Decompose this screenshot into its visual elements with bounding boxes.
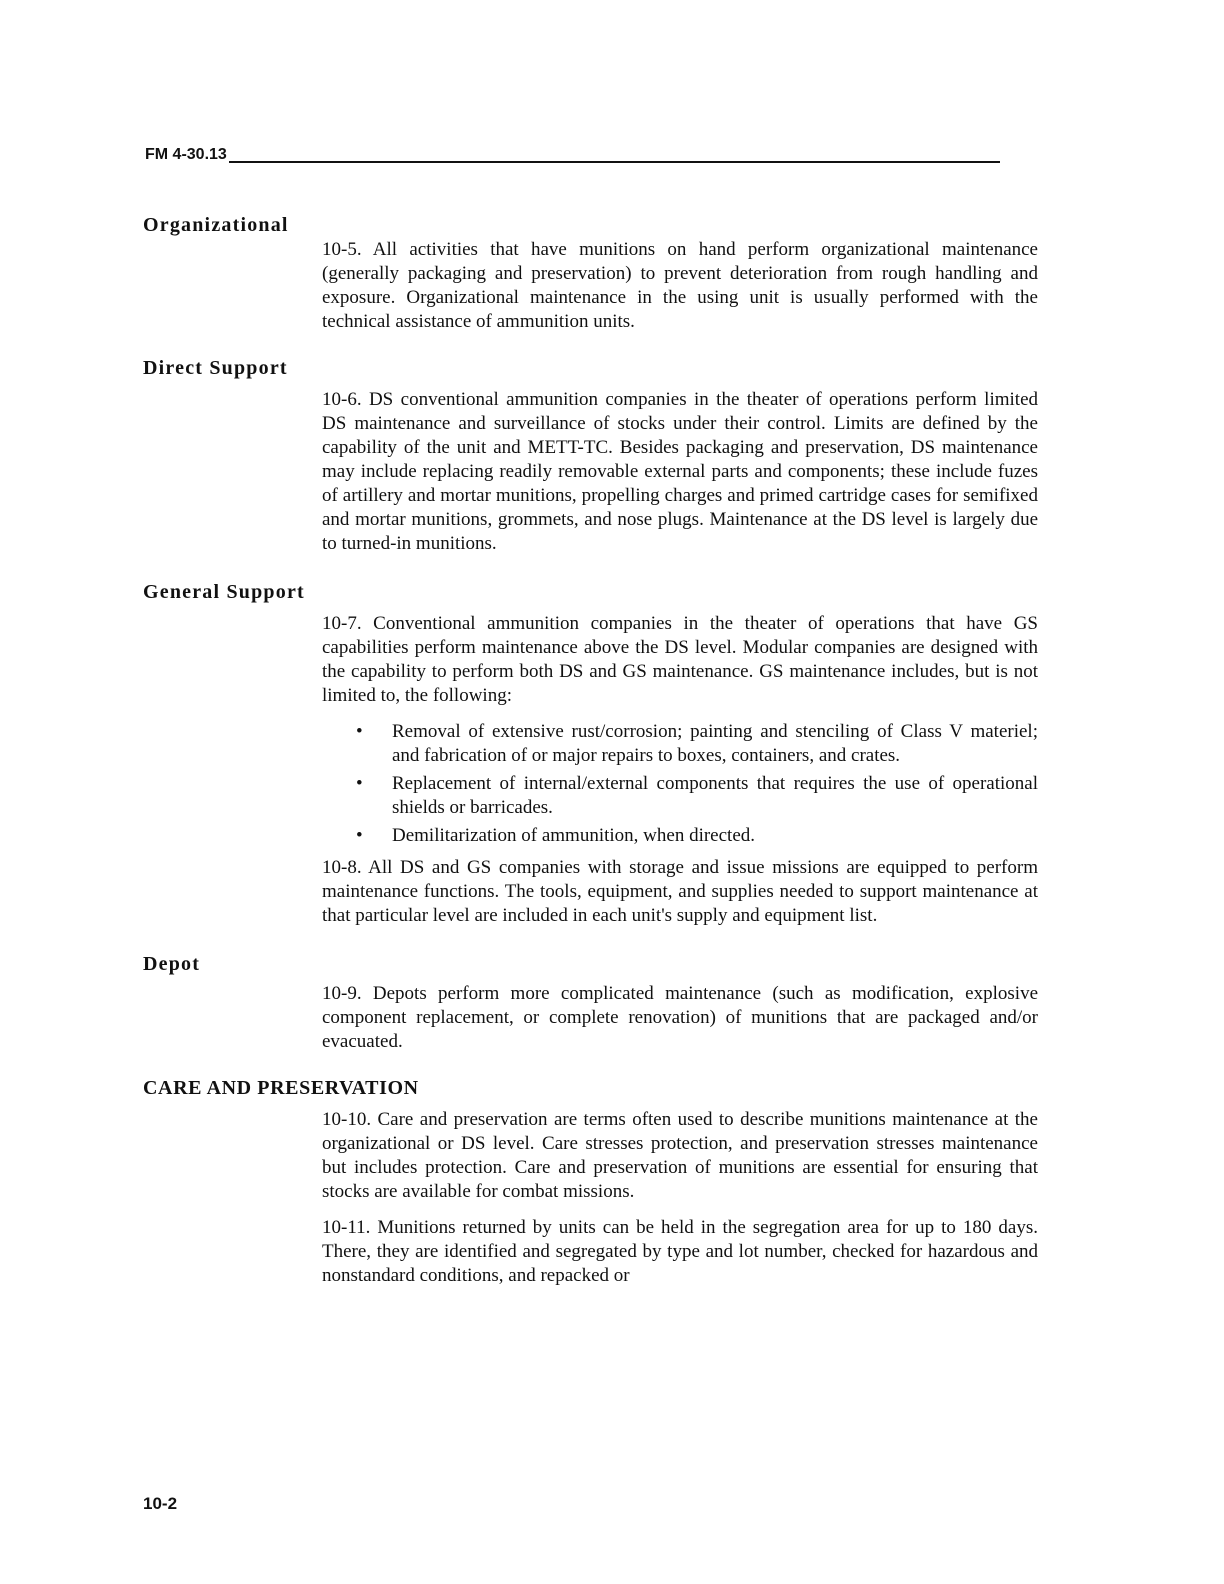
- section-heading-depot: Depot: [143, 953, 201, 975]
- section-heading-general-support: General Support: [143, 581, 305, 603]
- section-heading-care-and-preservation: CARE AND PRESERVATION: [143, 1077, 419, 1099]
- bullet-icon: •: [356, 773, 363, 794]
- bullet-icon: •: [356, 825, 363, 846]
- list-item-text: Demilitarization of ammunition, when directed.: [392, 825, 756, 846]
- header-rule: [229, 161, 1000, 163]
- paragraph-10-8: 10-8. All DS and GS companies with storage and issue missions are equipped to perform maintenance functions. The tools, equipment, and supplies needed to support maintenance at that particular level are included in each unit's supply and equipment list.: [322, 857, 1038, 926]
- paragraph-10-11: 10-11. Munitions returned by units can be held in the segregation area for up to 180 days. There, they are identified and segregated by type and lot number, checked for hazardous and nonstandard conditions, and repacked or: [322, 1217, 1038, 1286]
- list-item-text: Replacement of internal/external components that requires the use of operational shields or barricades.: [392, 773, 1038, 818]
- section-heading-organizational: Organizational: [143, 214, 289, 236]
- running-header: [145, 144, 1000, 164]
- list-item: [322, 772, 1038, 820]
- paragraph-10-9: 10-9. Depots perform more complicated maintenance (such as modification, explosive component replacement, or complete renovation) of munitions that are packaged and/or evacuated.: [322, 983, 1038, 1052]
- paragraph-10-10: 10-10. Care and preservation are terms often used to describe munitions maintenance at the organizational or DS level. Care stresses protection, and preservation stresses maintenance but includes protection. Care and preservation of munitions are essential for ensuring that stocks are available for combat missions.: [322, 1109, 1038, 1202]
- list-item-text: Removal of extensive rust/corrosion; painting and stenciling of Class V materiel; and fabrication of or major repairs to boxes, containers, and crates.: [392, 721, 1038, 766]
- paragraph-10-5: 10-5. All activities that have munitions on hand perform organizational maintenance (generally packaging and preservation) to prevent deterioration from rough handling and exposure. Organizational maintenance in the using unit is usually performed with the technical assistance of ammunition units.: [322, 239, 1038, 332]
- list-item: [322, 824, 1038, 848]
- bullet-list: [322, 720, 1038, 848]
- publication-code: FM 4-30.13: [145, 146, 227, 163]
- bullet-icon: •: [356, 721, 363, 742]
- list-item: [322, 720, 1038, 768]
- section-heading-direct-support: Direct Support: [143, 357, 288, 379]
- paragraph-10-7: 10-7. Conventional ammunition companies in the theater of operations that have GS capabilities perform maintenance above the DS level. Modular companies are designed with the capability to perform both DS and GS maintenance. GS maintenance includes, but is not limited to, the following:: [322, 613, 1038, 706]
- paragraph-10-6: 10-6. DS conventional ammunition companies in the theater of operations perform limited DS maintenance and surveillance of stocks under their control. Limits are defined by the capability of the unit and METT-TC. Besides packaging and preservation, DS maintenance may include replacing readily removable external parts and components; these include fuzes of artillery and mortar munitions, propelling charges and primed cartridge cases for semifixed and mortar munitions, grommets, and nose plugs. Maintenance at the DS level is largely due to turned-in munitions.: [322, 389, 1038, 554]
- page-number: 10-2: [143, 1494, 178, 1513]
- page-content: [143, 213, 1038, 1288]
